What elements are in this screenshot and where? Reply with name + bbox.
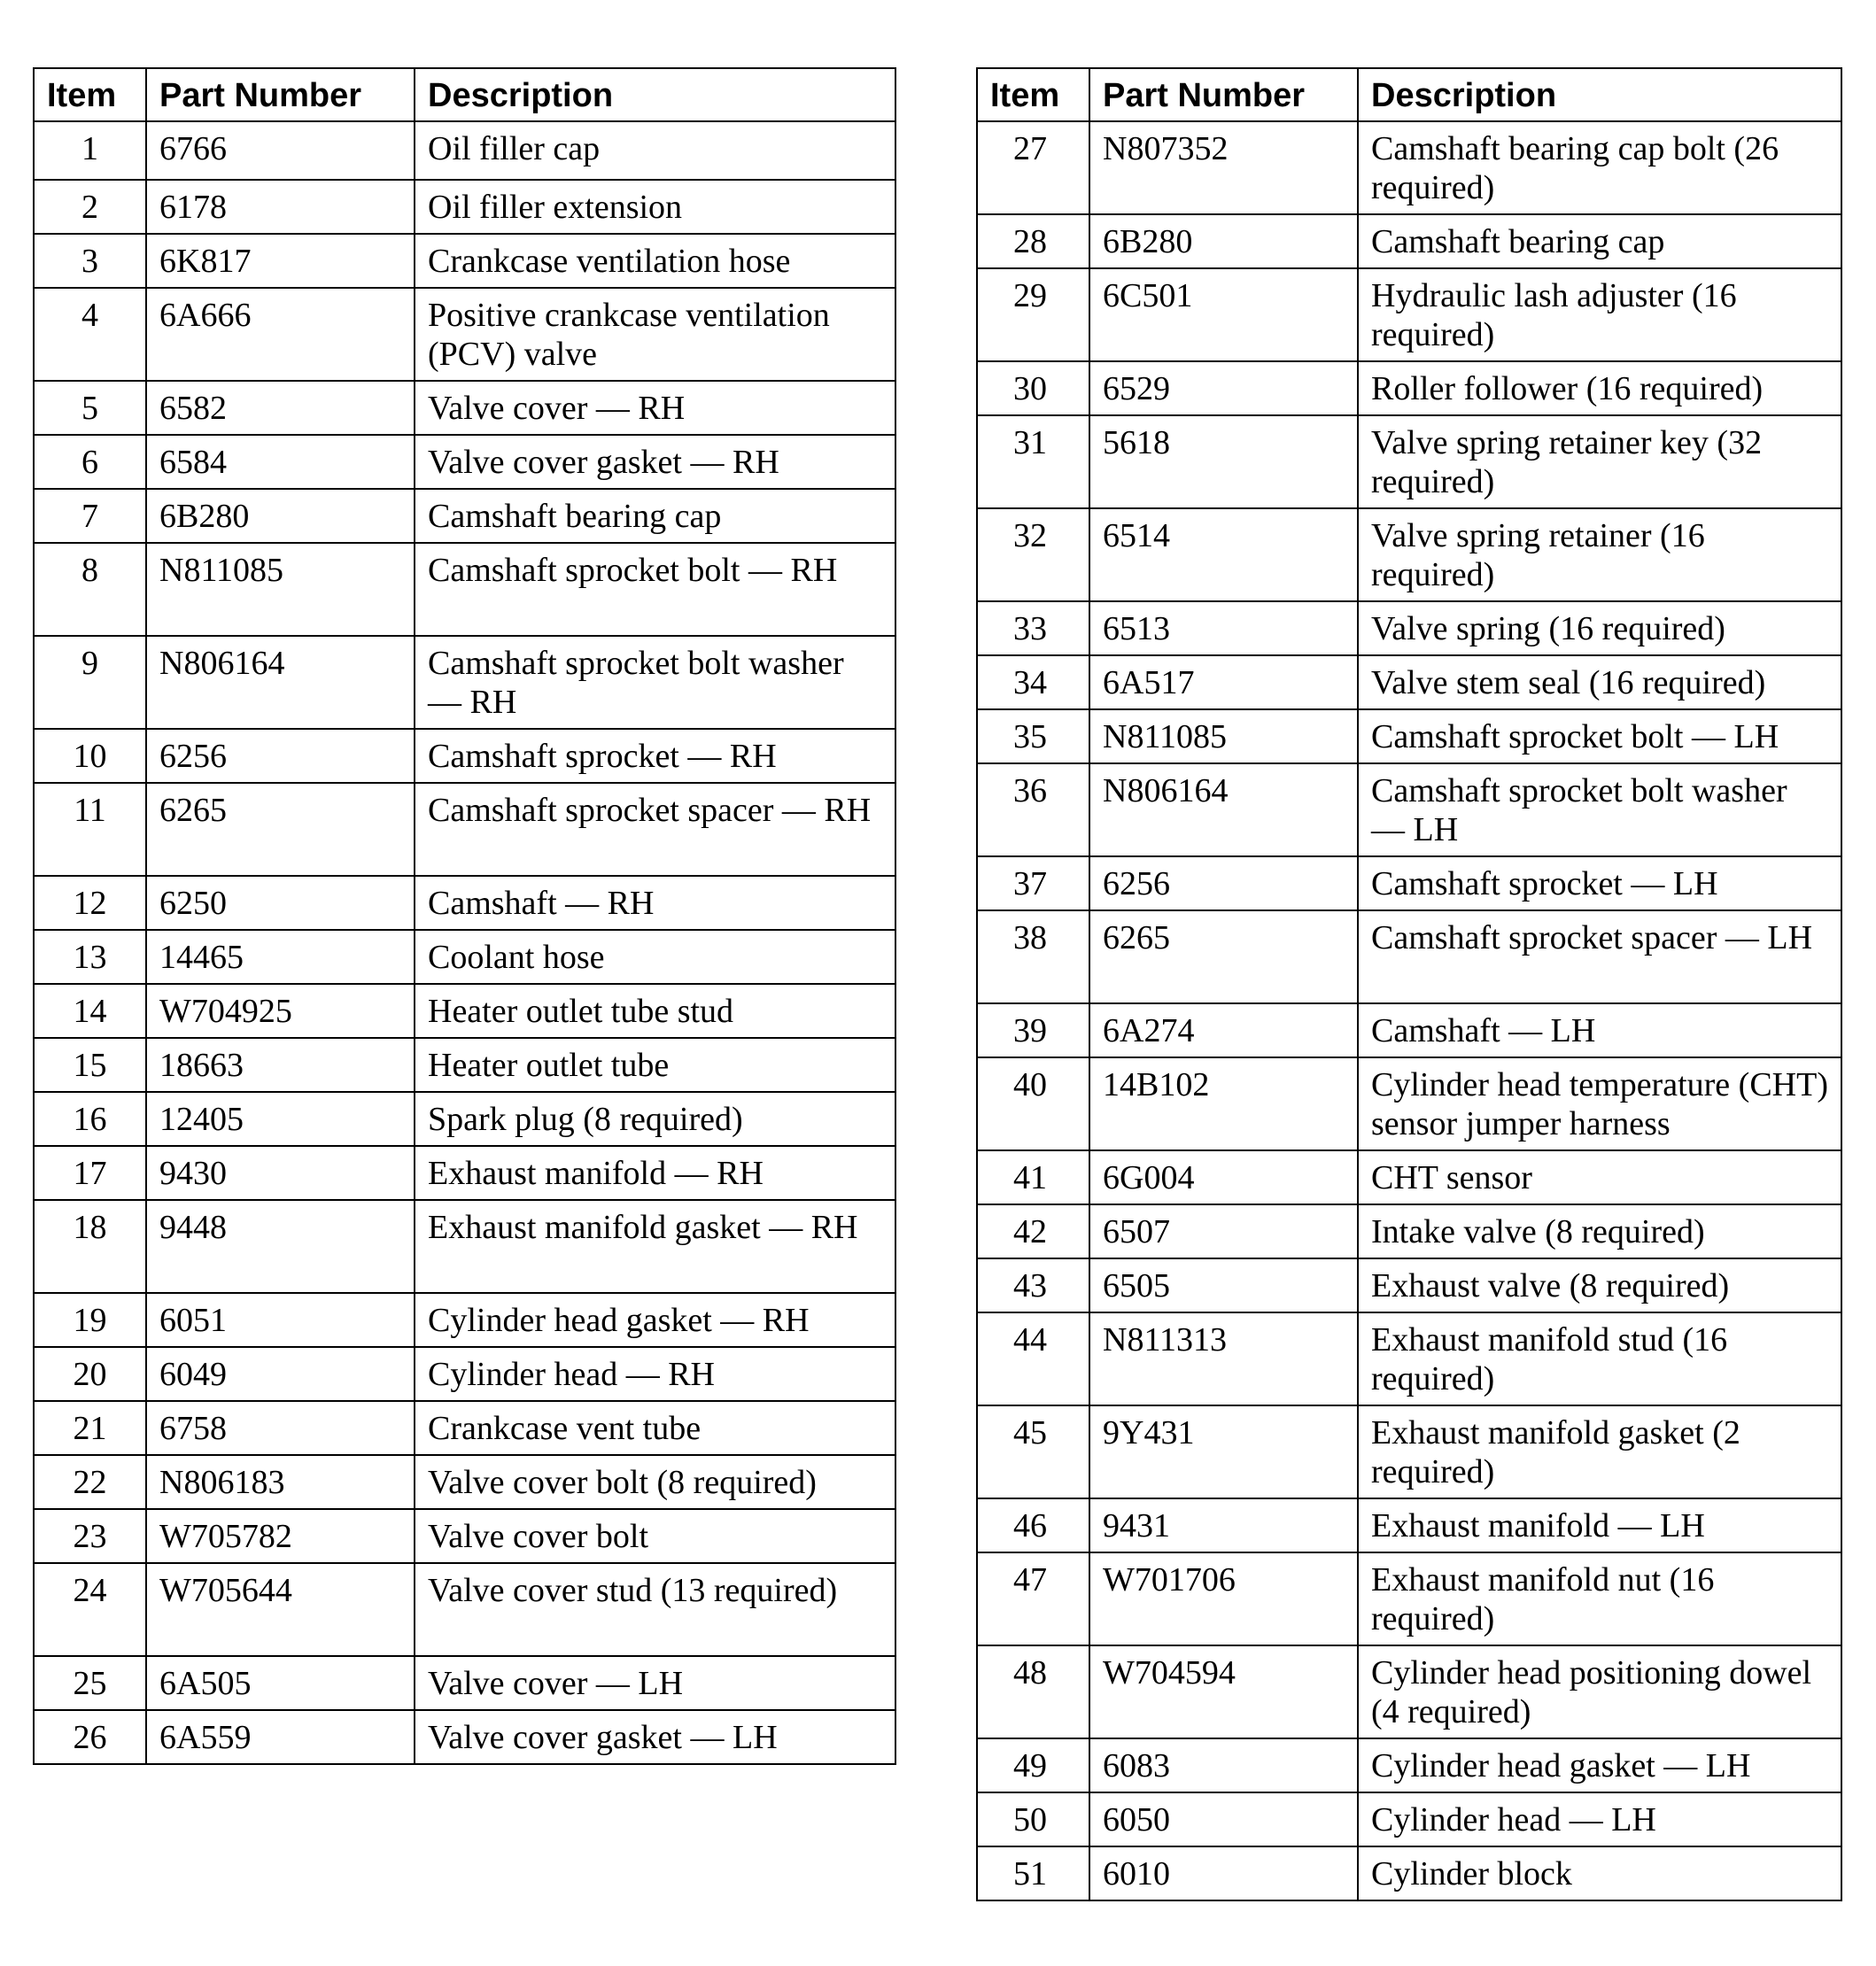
item-cell: 20 [34,1347,146,1401]
part-number-cell: 6582 [146,381,415,435]
table-row [34,1509,895,1563]
item-cell: 46 [977,1498,1089,1552]
item-cell: 42 [977,1204,1089,1258]
table-row [34,984,895,1038]
table-row [977,1792,1841,1846]
table-row [34,543,895,636]
item-cell: 21 [34,1401,146,1455]
part-number-cell: N811313 [1089,1312,1358,1405]
header-row [34,68,895,121]
part-number-cell: 6C501 [1089,268,1358,361]
item-cell: 25 [34,1656,146,1710]
item-cell: 16 [34,1092,146,1146]
description-cell: Intake valve (8 required) [1358,1204,1841,1258]
description-cell: Camshaft sprocket bolt washer — LH [1358,763,1841,856]
table-row [977,1258,1841,1312]
description-cell: Coolant hose [415,930,895,984]
part-number-cell: 14465 [146,930,415,984]
item-cell: 5 [34,381,146,435]
table-row [977,1150,1841,1204]
description-cell: Valve stem seal (16 required) [1358,655,1841,709]
description-cell: Camshaft sprocket — LH [1358,856,1841,910]
description-cell: Valve cover — LH [415,1656,895,1710]
item-cell: 19 [34,1293,146,1347]
description-cell: Valve cover gasket — LH [415,1710,895,1764]
item-cell: 8 [34,543,146,636]
item-cell: 23 [34,1509,146,1563]
description-cell: Spark plug (8 required) [415,1092,895,1146]
part-number-cell: 14B102 [1089,1057,1358,1150]
item-cell: 1 [34,121,146,180]
description-cell: Cylinder head — LH [1358,1792,1841,1846]
item-cell: 31 [977,415,1089,508]
table-row [34,381,895,435]
table-row [34,234,895,288]
table-row [34,636,895,729]
description-cell: Cylinder head — RH [415,1347,895,1401]
item-cell: 17 [34,1146,146,1200]
description-cell: Valve cover stud (13 required) [415,1563,895,1656]
part-number-cell: 6A505 [146,1656,415,1710]
table-row [977,601,1841,655]
part-number-cell: W705644 [146,1563,415,1656]
table-row [34,1038,895,1092]
item-cell: 4 [34,288,146,381]
part-number-cell: N807352 [1089,121,1358,214]
part-number-cell: 6049 [146,1347,415,1401]
item-cell: 47 [977,1552,1089,1645]
part-number-cell: 9448 [146,1200,415,1293]
header-row [977,68,1841,121]
description-cell: Heater outlet tube stud [415,984,895,1038]
description-cell: Positive crankcase ventilation (PCV) valve [415,288,895,381]
item-cell: 12 [34,876,146,930]
description-cell: Valve cover — RH [415,381,895,435]
part-number-cell: 6B280 [146,489,415,543]
table-row [977,1498,1841,1552]
part-number-cell: N811085 [1089,709,1358,763]
part-number-cell: 6513 [1089,601,1358,655]
description-cell: Valve spring retainer key (32 required) [1358,415,1841,508]
item-cell: 32 [977,508,1089,601]
table-row [34,1293,895,1347]
item-cell: 44 [977,1312,1089,1405]
part-number-cell: 9431 [1089,1498,1358,1552]
item-cell: 45 [977,1405,1089,1498]
description-cell: Heater outlet tube [415,1038,895,1092]
part-number-cell: W701706 [1089,1552,1358,1645]
part-number-cell: 6B280 [1089,214,1358,268]
description-cell: Valve cover bolt [415,1509,895,1563]
item-cell: 13 [34,930,146,984]
item-cell: 43 [977,1258,1089,1312]
description-cell: Crankcase vent tube [415,1401,895,1455]
part-number-cell: 6G004 [1089,1150,1358,1204]
table-row [977,1645,1841,1738]
item-cell: 35 [977,709,1089,763]
item-cell: 34 [977,655,1089,709]
description-cell: Exhaust manifold nut (16 required) [1358,1552,1841,1645]
item-cell: 50 [977,1792,1089,1846]
table-row [977,910,1841,1003]
part-number-cell: 6256 [146,729,415,783]
part-number-cell: 6758 [146,1401,415,1455]
description-cell: Exhaust manifold gasket — RH [415,1200,895,1293]
item-cell: 3 [34,234,146,288]
part-number-cell: 6A274 [1089,1003,1358,1057]
table-row [977,121,1841,214]
description-cell: Camshaft bearing cap [415,489,895,543]
table-row [34,876,895,930]
item-cell: 49 [977,1738,1089,1792]
table-row [34,1146,895,1200]
description-cell: Camshaft sprocket bolt — RH [415,543,895,636]
table-row [34,930,895,984]
item-cell: 33 [977,601,1089,655]
table-row [977,268,1841,361]
description-cell: Oil filler extension [415,180,895,234]
part-number-cell: 6766 [146,121,415,180]
part-number-cell: 6250 [146,876,415,930]
table-row [34,1092,895,1146]
part-number-cell: 6051 [146,1293,415,1347]
part-number-cell: 9Y431 [1089,1405,1358,1498]
item-cell: 27 [977,121,1089,214]
description-cell: Camshaft — LH [1358,1003,1841,1057]
part-number-cell: W705782 [146,1509,415,1563]
table-row [977,508,1841,601]
part-number-cell: 6A559 [146,1710,415,1764]
table-row [977,1057,1841,1150]
part-number-cell: 9430 [146,1146,415,1200]
item-cell: 39 [977,1003,1089,1057]
part-number-cell: W704925 [146,984,415,1038]
description-cell: Cylinder block [1358,1846,1841,1900]
item-cell: 40 [977,1057,1089,1150]
item-cell: 2 [34,180,146,234]
item-cell: 6 [34,435,146,489]
item-cell: 10 [34,729,146,783]
part-number-cell: 6010 [1089,1846,1358,1900]
table-row [34,435,895,489]
part-number-cell: 6K817 [146,234,415,288]
parts-table-right [976,67,1842,1901]
description-cell: Oil filler cap [415,121,895,180]
item-cell: 9 [34,636,146,729]
part-number-cell: 6A666 [146,288,415,381]
table-row [977,655,1841,709]
description-cell: Exhaust manifold stud (16 required) [1358,1312,1841,1405]
item-cell: 48 [977,1645,1089,1738]
table-row [977,856,1841,910]
table-row [977,1552,1841,1645]
description-cell: Cylinder head gasket — RH [415,1293,895,1347]
description-cell: Camshaft sprocket spacer — RH [415,783,895,876]
part-number-cell: 6265 [146,783,415,876]
description-cell: Camshaft sprocket bolt washer — RH [415,636,895,729]
description-cell: Cylinder head gasket — LH [1358,1738,1841,1792]
table-row [977,1738,1841,1792]
description-cell: Crankcase ventilation hose [415,234,895,288]
part-number-cell: 6083 [1089,1738,1358,1792]
description-cell: Valve cover gasket — RH [415,435,895,489]
item-cell: 26 [34,1710,146,1764]
item-cell: 15 [34,1038,146,1092]
part-number-cell: 6514 [1089,508,1358,601]
item-cell: 36 [977,763,1089,856]
description-cell: CHT sensor [1358,1150,1841,1204]
part-number-cell: 6265 [1089,910,1358,1003]
table-row [34,783,895,876]
part-number-cell: 6505 [1089,1258,1358,1312]
part-number-cell: 6178 [146,180,415,234]
part-number-cell: 6584 [146,435,415,489]
item-cell: 22 [34,1455,146,1509]
description-cell: Hydraulic lash adjuster (16 required) [1358,268,1841,361]
description-cell: Camshaft sprocket — RH [415,729,895,783]
table-row [977,709,1841,763]
table-row [977,1204,1841,1258]
description-cell: Valve cover bolt (8 required) [415,1455,895,1509]
item-cell: 7 [34,489,146,543]
item-cell: 38 [977,910,1089,1003]
description-cell: Roller follower (16 required) [1358,361,1841,415]
header-description: Description [1358,68,1841,121]
item-cell: 37 [977,856,1089,910]
table-row [977,415,1841,508]
header-item: Item [34,68,146,121]
table-row [34,288,895,381]
parts-table-left [33,67,896,1765]
table-row [34,1401,895,1455]
table-row [34,1656,895,1710]
item-cell: 14 [34,984,146,1038]
header-item: Item [977,68,1089,121]
description-cell: Valve spring (16 required) [1358,601,1841,655]
part-number-cell: N806164 [1089,763,1358,856]
item-cell: 41 [977,1150,1089,1204]
table-row [34,121,895,180]
table-row [34,489,895,543]
description-cell: Exhaust manifold — LH [1358,1498,1841,1552]
part-number-cell: 5618 [1089,415,1358,508]
table-row [977,1405,1841,1498]
table-row [977,214,1841,268]
part-number-cell: 18663 [146,1038,415,1092]
header-part-number: Part Number [1089,68,1358,121]
description-cell: Camshaft bearing cap bolt (26 required) [1358,121,1841,214]
part-number-cell: N811085 [146,543,415,636]
part-number-cell: 6A517 [1089,655,1358,709]
part-number-cell: N806164 [146,636,415,729]
item-cell: 51 [977,1846,1089,1900]
item-cell: 30 [977,361,1089,415]
part-number-cell: 6507 [1089,1204,1358,1258]
description-cell: Camshaft sprocket spacer — LH [1358,910,1841,1003]
description-cell: Exhaust valve (8 required) [1358,1258,1841,1312]
item-cell: 29 [977,268,1089,361]
table-row [34,1710,895,1764]
table-row [34,1200,895,1293]
description-cell: Cylinder head positioning dowel (4 required) [1358,1645,1841,1738]
description-cell: Exhaust manifold gasket (2 required) [1358,1405,1841,1498]
table-row [34,1455,895,1509]
table-row [34,729,895,783]
description-cell: Camshaft bearing cap [1358,214,1841,268]
header-part-number: Part Number [146,68,415,121]
table-row [34,1563,895,1656]
table-row [977,1003,1841,1057]
part-number-cell: 6529 [1089,361,1358,415]
item-cell: 18 [34,1200,146,1293]
table-row [977,763,1841,856]
item-cell: 28 [977,214,1089,268]
table-row [34,1347,895,1401]
item-cell: 24 [34,1563,146,1656]
header-description: Description [415,68,895,121]
table-row [977,1846,1841,1900]
description-cell: Camshaft — RH [415,876,895,930]
table-row [977,1312,1841,1405]
part-number-cell: 6050 [1089,1792,1358,1846]
description-cell: Cylinder head temperature (CHT) sensor jumper harness [1358,1057,1841,1150]
part-number-cell: 12405 [146,1092,415,1146]
part-number-cell: 6256 [1089,856,1358,910]
table-row [977,361,1841,415]
description-cell: Valve spring retainer (16 required) [1358,508,1841,601]
item-cell: 11 [34,783,146,876]
description-cell: Camshaft sprocket bolt — LH [1358,709,1841,763]
part-number-cell: N806183 [146,1455,415,1509]
description-cell: Exhaust manifold — RH [415,1146,895,1200]
table-row [34,180,895,234]
part-number-cell: W704594 [1089,1645,1358,1738]
